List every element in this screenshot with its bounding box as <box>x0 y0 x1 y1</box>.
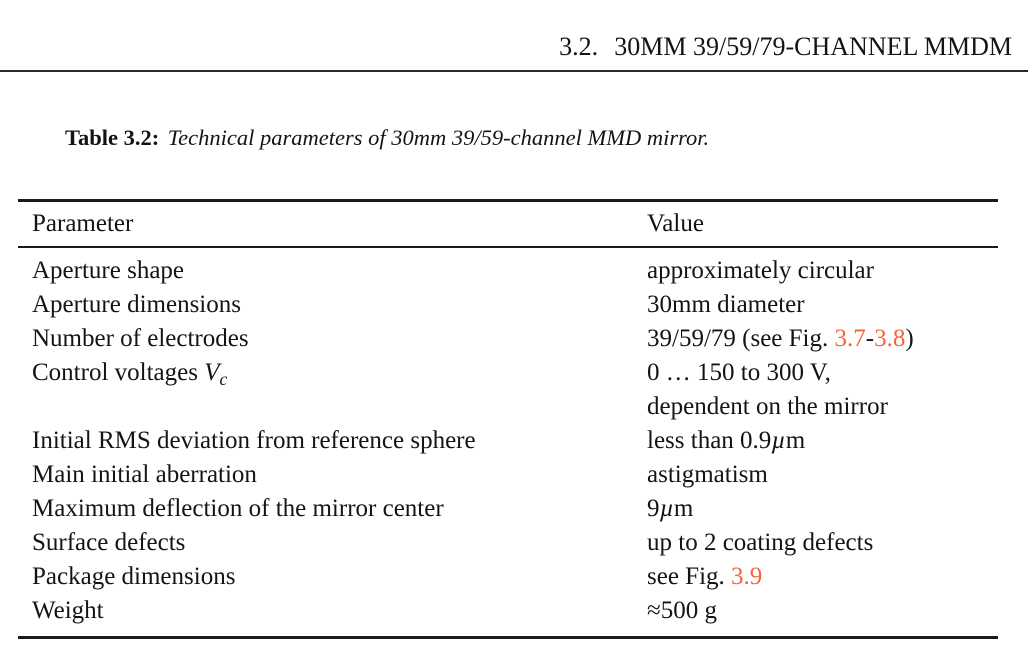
text-segment: 39/59/79 (see Fig. <box>647 325 835 352</box>
value-line <box>647 594 998 628</box>
table-row <box>18 356 998 424</box>
table-row <box>18 492 998 526</box>
param-cell <box>18 424 647 458</box>
value-cell <box>647 526 998 560</box>
text-segment: Main initial aberration <box>32 461 257 488</box>
text-segment: dependent on the mirror <box>647 393 888 420</box>
caption-text: Technical parameters of 30mm 39/59-channel MMD mirror. <box>167 125 710 150</box>
table-row <box>18 458 998 492</box>
value-cell <box>647 560 998 594</box>
value-line <box>647 322 998 356</box>
value-line <box>647 458 998 492</box>
value-cell <box>647 254 998 288</box>
table-row <box>18 560 998 594</box>
table-row <box>18 594 998 628</box>
value-line <box>647 492 998 526</box>
text-segment: Control voltages <box>32 359 205 386</box>
math-subscript: c <box>219 368 228 389</box>
text-segment: - <box>865 325 875 352</box>
table-row <box>18 254 998 288</box>
math-symbol: V <box>204 359 220 386</box>
text-segment: Initial RMS deviation from reference sphere <box>32 427 476 454</box>
figure-link[interactable]: 3.8 <box>874 325 906 352</box>
value-cell <box>647 492 998 526</box>
figure-link[interactable]: 3.7 <box>834 325 866 352</box>
param-cell <box>18 458 647 492</box>
section-number: 3.2. <box>559 32 599 61</box>
caption-label: Table 3.2: <box>65 125 160 150</box>
param-cell <box>18 560 647 594</box>
value-cell <box>647 356 998 424</box>
text-segment: m <box>785 427 806 454</box>
table-row <box>18 526 998 560</box>
math-symbol: µ <box>771 427 786 454</box>
math-symbol: µ <box>659 495 674 522</box>
value-cell <box>647 594 998 628</box>
text-segment: Maximum deflection of the mirror center <box>32 495 444 522</box>
header-rule <box>0 70 1028 72</box>
value-cell <box>647 424 998 458</box>
param-cell <box>18 254 647 288</box>
text-segment: ) <box>905 325 914 352</box>
table-row <box>18 424 998 458</box>
text-segment: 30mm diameter <box>647 291 805 318</box>
table-row <box>18 288 998 322</box>
value-line <box>647 560 998 594</box>
text-segment: Number of electrodes <box>32 325 249 352</box>
table-row <box>18 322 998 356</box>
text-segment: approximately circular <box>647 257 874 284</box>
column-header-value: Value <box>647 210 704 237</box>
table-caption <box>65 125 709 151</box>
text-segment: up to 2 coating defects <box>647 529 874 556</box>
value-line <box>647 390 998 424</box>
text-segment: Surface defects <box>32 529 186 556</box>
text-segment: 0 … 150 to 300 V, <box>647 359 831 386</box>
value-cell <box>647 288 998 322</box>
param-cell <box>18 594 647 628</box>
value-cell <box>647 322 998 356</box>
text-segment: less than 0.9 <box>647 427 772 454</box>
text-segment: astigmatism <box>647 461 768 488</box>
param-cell <box>18 356 647 396</box>
param-cell <box>18 322 647 356</box>
value-line <box>647 356 998 390</box>
param-cell <box>18 288 647 322</box>
text-segment: m <box>673 495 694 522</box>
text-segment: Aperture dimensions <box>32 291 241 318</box>
text-segment: 9 <box>647 495 660 522</box>
value-line <box>647 288 998 322</box>
text-segment: see Fig. <box>647 563 732 590</box>
table-body <box>18 248 998 636</box>
value-line <box>647 254 998 288</box>
value-line <box>647 526 998 560</box>
param-cell <box>18 526 647 560</box>
text-segment: Aperture shape <box>32 257 185 284</box>
table-header-row <box>18 202 998 248</box>
figure-link[interactable]: 3.9 <box>731 563 763 590</box>
column-header-parameter: Parameter <box>32 210 134 237</box>
text-segment: Weight <box>32 597 104 624</box>
param-cell <box>18 492 647 526</box>
running-header <box>559 32 1012 62</box>
value-line <box>647 424 998 458</box>
value-cell <box>647 458 998 492</box>
section-title: 30MM 39/59/79-CHANNEL MMDM <box>614 32 1012 61</box>
text-segment: ≈500 g <box>647 597 717 624</box>
parameters-table <box>18 199 998 639</box>
text-segment: Package dimensions <box>32 563 236 590</box>
